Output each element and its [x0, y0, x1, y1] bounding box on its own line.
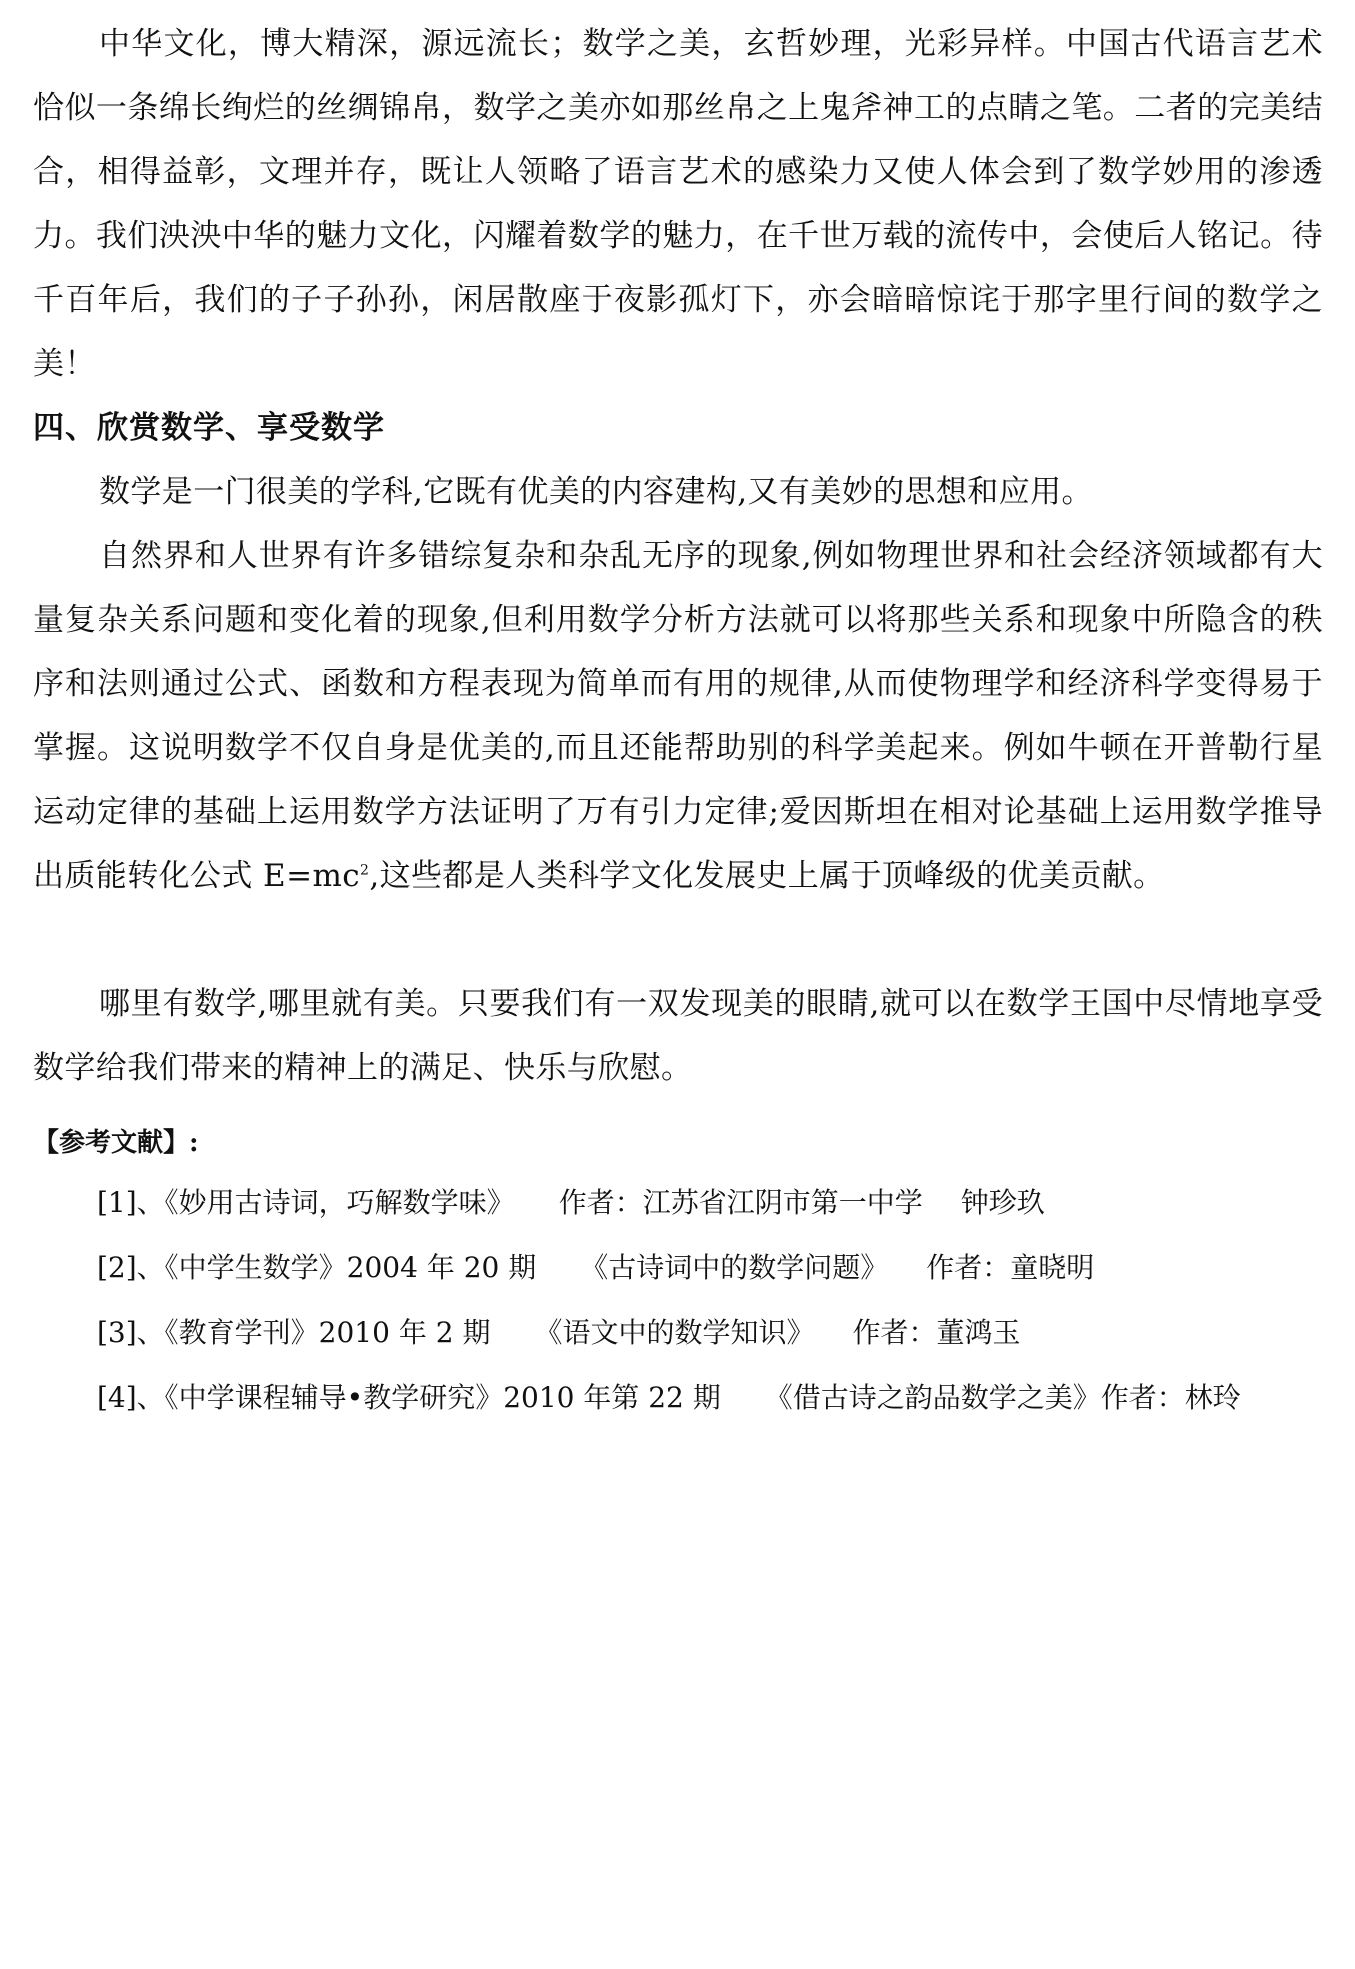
superscript-2: 2	[360, 862, 370, 879]
reference-title: 《古诗词中的数学问题》	[580, 1251, 889, 1284]
paragraph-1: 数学是一门很美的学科,它既有优美的内容建构,又有美妙的思想和应用。	[99, 474, 1093, 510]
paragraph-2	[33, 524, 1323, 908]
reference-2	[97, 1248, 1094, 1288]
section-heading: 四、欣赏数学、享受数学	[33, 410, 385, 446]
reference-author: 作者：董鸿玉	[852, 1316, 1021, 1349]
reference-author-name: 钟珍玖	[960, 1186, 1045, 1219]
reference-author: 作者：江苏省江阴市第一中学	[558, 1186, 923, 1219]
reference-1	[97, 1183, 1045, 1223]
reference-source: 《妙用古诗词，巧解数学味》	[164, 1186, 515, 1219]
paragraph-2-text: 自然界和人世界有许多错综复杂和杂乱无序的现象,例如物理世界和社会经济领域都有大量复杂关系问题和变化着的现象,但利用数学分析方法就可以将那些关系和现象中所隐含的秩序和法则通过公式、函数和方程表现为简单而有用的规律,从而使物理学和经济科学变得易于掌握。这说明数学不仅自身是优美的,而且还能帮助别的科学美起来。例如牛顿在开普勒行星运动定律的基础上运用数学方法证明了万有引力定律;爱因斯坦在相对论基础上运用数学推导出质能转化公式 E=mc	[33, 538, 1323, 894]
reference-number: [4]、	[97, 1381, 165, 1414]
paragraph-3: 哪里有数学,哪里就有美。只要我们有一双发现美的眼睛,就可以在数学王国中尽情地享受数学给我们带来的精神上的满足、快乐与欣慰。	[33, 986, 1323, 1086]
reference-title: 《语文中的数学知识》	[534, 1316, 815, 1349]
reference-number: [3]、	[97, 1316, 165, 1349]
paragraph-2-tail: ,这些都是人类科学文化发展史上属于顶峰级的优美贡献。	[369, 858, 1165, 894]
references-title: 【参考文献】:	[33, 1128, 199, 1158]
reference-author: 作者：林玲	[1100, 1381, 1241, 1414]
reference-source: 《中学生数学》2004 年 20 期	[164, 1251, 537, 1284]
reference-number: [1]、	[97, 1186, 165, 1219]
reference-number: [2]、	[97, 1251, 165, 1284]
reference-4	[97, 1378, 1241, 1418]
intro-paragraph: 中华文化，博大精深，源远流长；数学之美，玄哲妙理，光彩异样。中国古代语言艺术恰似一条绵长绚烂的丝绸锦帛，数学之美亦如那丝帛之上鬼斧神工的点睛之笔。二者的完美结合，相得益彰，文理并存，既让人领略了语言艺术的感染力又使人体会到了数学妙用的渗透力。我们泱泱中华的魅力文化，闪耀着数学的魅力，在千世万载的流传中，会使后人铭记。待千百年后，我们的子子孙孙，闲居散座于夜影孤灯下，亦会暗暗惊诧于那字里行间的数学之美！	[33, 26, 1323, 382]
reference-source: 《教育学刊》2010 年 2 期	[164, 1316, 491, 1349]
reference-author: 作者：童晓明	[926, 1251, 1095, 1284]
reference-title: 《借古诗之韵品数学之美》	[764, 1381, 1101, 1414]
reference-3	[97, 1313, 1020, 1353]
reference-source: 《中学课程辅导•教学研究》2010 年第 22 期	[164, 1381, 721, 1414]
